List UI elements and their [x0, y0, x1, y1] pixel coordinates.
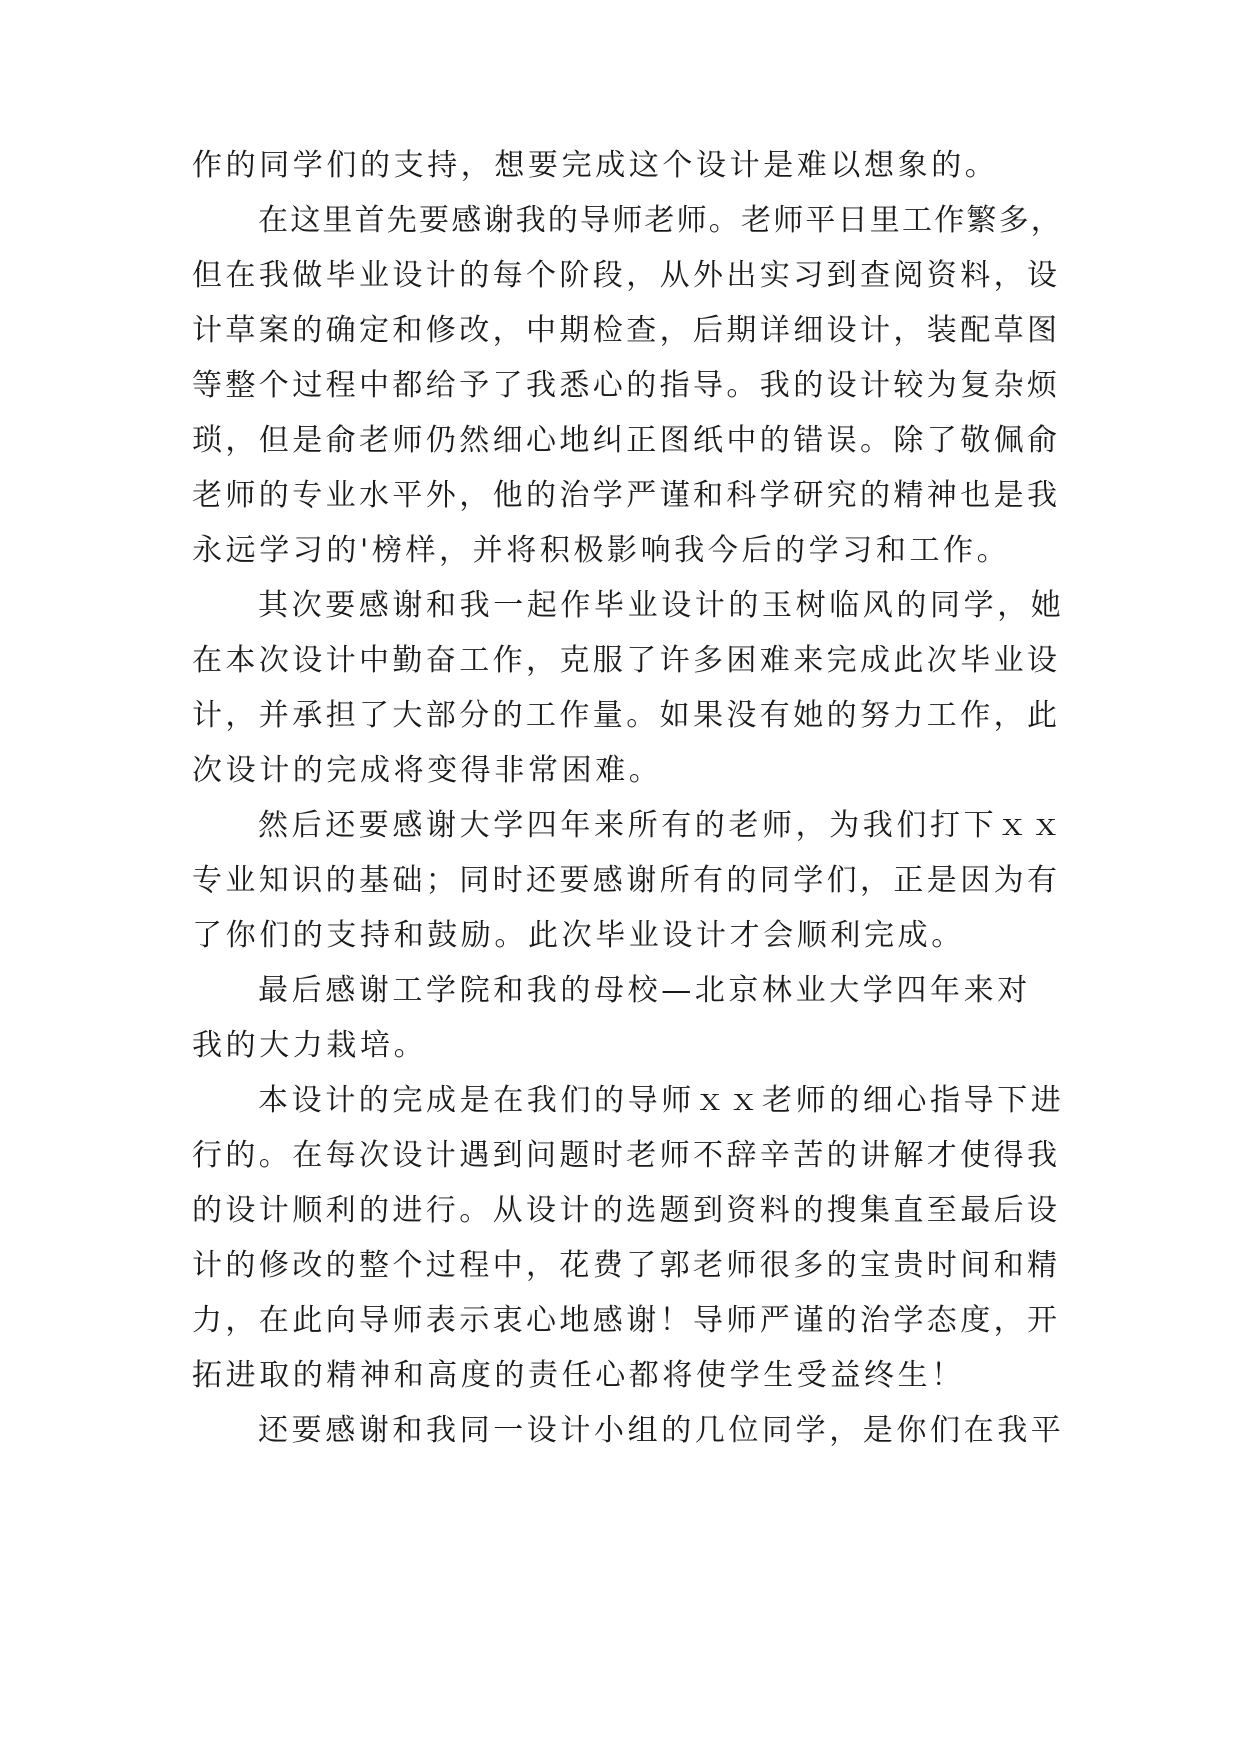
text-line: 但在我做毕业设计的每个阶段，从外出实习到查阅资料，设	[192, 258, 1061, 293]
text-line: 最后感谢工学院和我的母校—北京林业大学四年来对	[258, 973, 1031, 1008]
text-line: 计草案的确定和修改，中期检查，后期详细设计，装配草图	[192, 313, 1061, 348]
text-line: 老师的专业水平外，他的治学严谨和科学研究的精神也是我	[192, 478, 1061, 513]
text-line: 行的。在每次设计遇到问题时老师不辞辛苦的讲解才使得我	[192, 1138, 1061, 1173]
text-line: 在本次设计中勤奋工作，克服了许多困难来完成此次毕业设	[192, 643, 1061, 678]
text-line: 其次要感谢和我一起作毕业设计的玉树临风的同学，她	[258, 588, 1065, 623]
text-line: 力，在此向导师表示衷心地感谢！导师严谨的治学态度，开	[192, 1303, 1061, 1338]
text-line: 在这里首先要感谢我的导师老师。老师平日里工作繁多，	[258, 203, 1063, 238]
text-line: 计，并承担了大部分的工作量。如果没有她的努力工作，此	[192, 698, 1061, 733]
text-line: 本设计的完成是在我们的导师ｘｘ老师的细心指导下进	[258, 1083, 1065, 1118]
text-line: 琐，但是俞老师仍然细心地纠正图纸中的错误。除了敬佩俞	[192, 423, 1061, 458]
text-line: 拓进取的精神和高度的责任心都将使学生受益终生！	[192, 1358, 965, 1393]
text-line: 计的修改的整个过程中，花费了郭老师很多的宝贵时间和精	[192, 1248, 1061, 1283]
text-line: 作的同学们的支持，想要完成这个设计是难以想象的。	[192, 148, 999, 183]
text-line: 我的大力栽培。	[192, 1028, 428, 1063]
text-line: 次设计的完成将变得非常困难。	[192, 753, 663, 788]
text-line: 专业知识的基础；同时还要感谢所有的同学们，正是因为有	[192, 863, 1061, 898]
text-line: 永远学习的'榜样，并将积极影响我今后的学习和工作。	[192, 533, 1011, 568]
text-line: 等整个过程中都给予了我悉心的指导。我的设计较为复杂烦	[192, 368, 1061, 403]
text-line: 然后还要感谢大学四年来所有的老师，为我们打下ｘｘ	[258, 808, 1065, 843]
text-line: 还要感谢和我同一设计小组的几位同学，是你们在我平	[258, 1413, 1065, 1448]
text-line: 的设计顺利的进行。从设计的选题到资料的搜集直至最后设	[192, 1193, 1061, 1228]
text-line: 了你们的支持和鼓励。此次毕业设计才会顺利完成。	[192, 918, 965, 953]
